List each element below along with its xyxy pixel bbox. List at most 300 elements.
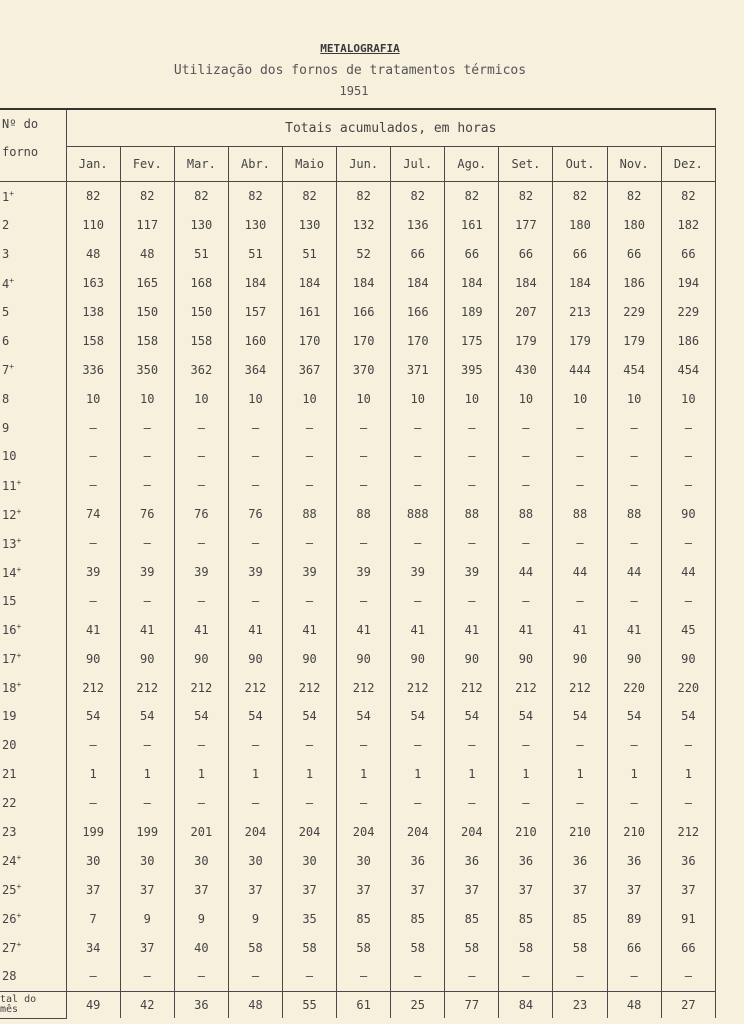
hours-cell: 90 [120,644,174,673]
hours-cell: — [607,962,661,991]
hours-cell: 184 [553,269,607,298]
hours-cell: 36 [391,846,445,875]
hours-cell: 90 [66,644,120,673]
hours-cell: 54 [499,702,553,731]
hours-cell: 39 [337,558,391,587]
hours-cell: 210 [499,818,553,847]
total-cell: 77 [445,991,499,1018]
hours-cell: 1 [228,760,282,789]
hours-cell: 88 [553,500,607,529]
hours-cell: 41 [283,615,337,644]
hours-cell: 39 [445,558,499,587]
hours-cell: — [66,413,120,442]
hours-cell: 186 [661,326,715,355]
hours-cell: 166 [337,298,391,327]
hours-cell: 54 [553,702,607,731]
hours-cell: 51 [228,240,282,269]
furnace-number-text: 22 [2,796,17,811]
hours-cell: 199 [66,818,120,847]
table-row [0,326,716,355]
hours-cell: 58 [499,933,553,962]
hours-cell: 85 [445,904,499,933]
hours-cell: 37 [553,875,607,904]
hours-cell: — [120,413,174,442]
hours-cell: — [337,789,391,818]
hours-cell: 229 [661,298,715,327]
table-row [0,558,716,587]
hours-cell: 184 [445,269,499,298]
hours-cell: — [174,789,228,818]
hours-cell: — [391,731,445,760]
hours-cell: 10 [283,384,337,413]
hours-cell: 30 [337,846,391,875]
hours-cell: 41 [174,615,228,644]
hours-cell: 41 [499,615,553,644]
month-header: Jun. [337,147,391,182]
hours-cell: 76 [174,500,228,529]
furnace-number-text: 11 [2,478,17,493]
furnace-number-text: 26 [2,912,17,927]
hours-cell: — [120,442,174,471]
hours-cell: 210 [607,818,661,847]
furnace-mark: + [16,651,22,661]
hours-cell: — [661,413,715,442]
table-row [0,702,716,731]
hours-cell: 54 [66,702,120,731]
hours-cell: — [66,471,120,500]
hours-cell: — [553,413,607,442]
hours-cell: 82 [120,182,174,211]
hours-cell: — [661,471,715,500]
hours-cell: 10 [445,384,499,413]
hours-cell: — [228,789,282,818]
hours-cell: — [607,442,661,471]
hours-cell: 51 [174,240,228,269]
month-header: Dez. [661,147,715,182]
table-row [0,962,716,991]
hours-cell: — [337,731,391,760]
table-row [0,875,716,904]
table-row [0,846,716,875]
hours-cell: — [337,442,391,471]
document-title: METALOGRAFIA [320,42,400,55]
hours-cell: 91 [661,904,715,933]
furnace-number [0,211,66,240]
hours-cell: 138 [66,298,120,327]
month-header: Maio [283,147,337,182]
furnace-number [0,529,66,558]
hours-cell: 54 [337,702,391,731]
hours-cell: — [174,471,228,500]
furnace-number-text: 17 [2,652,17,667]
table-row [0,413,716,442]
hours-cell: 54 [445,702,499,731]
hours-cell: 58 [445,933,499,962]
furnace-number-text: 3 [2,247,10,262]
hours-cell: 41 [445,615,499,644]
hours-cell: 48 [120,240,174,269]
furnace-number [0,933,66,962]
hours-cell: 41 [553,615,607,644]
hours-cell: — [337,962,391,991]
total-label [0,991,66,1018]
hours-cell: 204 [391,818,445,847]
hours-cell: 336 [66,355,120,384]
table-row [0,644,716,673]
hours-cell: — [120,962,174,991]
furnace-number-text: 9 [2,420,10,435]
hours-cell: 9 [228,904,282,933]
hours-cell: 82 [66,182,120,211]
table-row [0,818,716,847]
hours-cell: 210 [553,818,607,847]
furnace-mark: + [16,535,22,545]
hours-cell: 130 [174,211,228,240]
table-row [0,500,716,529]
hours-cell: 88 [283,500,337,529]
furnace-number [0,818,66,847]
table-row [0,298,716,327]
hours-cell: 204 [228,818,282,847]
furnace-number-text: 16 [2,623,17,638]
hours-cell: 90 [337,644,391,673]
hours-cell: 58 [391,933,445,962]
hours-cell: — [499,471,553,500]
hours-cell: 90 [228,644,282,673]
hours-cell: 184 [283,269,337,298]
furnace-number [0,586,66,615]
furnace-number [0,240,66,269]
hours-cell: 66 [607,933,661,962]
hours-cell: 39 [66,558,120,587]
furnace-number-text: 23 [2,825,17,840]
hours-cell: 10 [391,384,445,413]
hours-cell: — [553,442,607,471]
furnace-mark: + [9,362,15,372]
month-header: Mar. [174,147,228,182]
furnace-number [0,644,66,673]
hours-cell: 150 [120,298,174,327]
hours-cell: — [499,586,553,615]
total-row [0,991,716,1018]
hours-cell: 39 [228,558,282,587]
hours-cell: — [661,789,715,818]
total-cell: 84 [499,991,553,1018]
furnace-mark: + [16,477,22,487]
hours-cell: — [499,529,553,558]
hours-cell: 212 [553,673,607,702]
hours-cell: 364 [228,355,282,384]
hours-cell: 179 [553,326,607,355]
table-row [0,211,716,240]
hours-cell: — [174,442,228,471]
hours-cell: 7 [66,904,120,933]
hours-cell: — [283,442,337,471]
hours-cell: 35 [283,904,337,933]
hours-cell: 184 [391,269,445,298]
furnace-number [0,355,66,384]
hours-cell: 130 [283,211,337,240]
hours-cell: 9 [120,904,174,933]
hours-cell: — [66,586,120,615]
hours-cell: 41 [120,615,174,644]
hours-cell: — [283,731,337,760]
document-year: 1951 [339,84,369,98]
hours-cell: 34 [66,933,120,962]
furnace-number [0,962,66,991]
hours-cell: 1 [120,760,174,789]
hours-cell: 58 [337,933,391,962]
hours-cell: — [445,789,499,818]
hours-cell: 189 [445,298,499,327]
hours-cell: — [66,529,120,558]
furnace-number-text: 5 [2,305,10,319]
hours-cell: 37 [228,875,282,904]
hours-cell: 58 [553,933,607,962]
hours-cell: — [553,586,607,615]
hours-cell: — [120,471,174,500]
hours-cell: — [499,789,553,818]
hours-cell: 44 [607,558,661,587]
hours-cell: 179 [607,326,661,355]
hours-cell: 66 [445,240,499,269]
furnace-number-text: 25 [2,883,17,898]
hours-cell: — [228,586,282,615]
hours-cell: 88 [499,500,553,529]
furnace-number-text: 8 [2,391,10,406]
hours-cell: 362 [174,355,228,384]
hours-cell: 85 [391,904,445,933]
hours-cell: 370 [337,355,391,384]
hours-cell: 74 [66,500,120,529]
hours-cell: 212 [337,673,391,702]
hours-cell: 9 [174,904,228,933]
table-row [0,933,716,962]
hours-cell: 1 [174,760,228,789]
hours-cell: — [499,413,553,442]
furnace-mark: + [16,853,22,863]
hours-cell: — [445,529,499,558]
furnace-number-text: 6 [2,333,10,348]
hours-cell: 160 [228,326,282,355]
hours-cell: — [553,731,607,760]
hours-cell: — [66,962,120,991]
hours-cell: 88 [445,500,499,529]
hours-cell: — [661,442,715,471]
hours-cell: 54 [283,702,337,731]
hours-cell: 158 [174,326,228,355]
total-label-line2: mês [0,1003,19,1015]
furnace-mark: + [16,564,22,574]
hours-cell: — [499,442,553,471]
total-cell: 25 [391,991,445,1018]
hours-cell: 82 [228,182,282,211]
hours-cell: 1 [337,760,391,789]
hours-cell: 212 [228,673,282,702]
hours-cell: 40 [174,933,228,962]
table-row [0,731,716,760]
hours-cell: 212 [283,673,337,702]
hours-cell: 82 [337,182,391,211]
table-row [0,471,716,500]
hours-cell: — [661,529,715,558]
hours-cell: 37 [337,875,391,904]
hours-cell: 177 [499,211,553,240]
hours-cell: 132 [337,211,391,240]
hours-cell: 82 [174,182,228,211]
hours-cell: 85 [337,904,391,933]
total-cell: 48 [228,991,282,1018]
month-header: Set. [499,147,553,182]
hours-cell: 1 [283,760,337,789]
hours-cell: 76 [120,500,174,529]
hours-cell: 90 [174,644,228,673]
hours-cell: 82 [553,182,607,211]
month-header: Ago. [445,147,499,182]
table-row [0,442,716,471]
hours-cell: — [391,962,445,991]
hours-cell: 371 [391,355,445,384]
hours-cell: — [445,731,499,760]
hours-cell: 66 [499,240,553,269]
furnace-number-text: 12 [2,507,17,522]
header-forno: Nº do forno [0,109,66,182]
hours-cell: 36 [445,846,499,875]
hours-cell: — [607,413,661,442]
hours-cell: — [553,789,607,818]
furnace-number [0,615,66,644]
table-row [0,355,716,384]
hours-cell: 184 [228,269,282,298]
hours-cell: 58 [283,933,337,962]
hours-cell: 180 [607,211,661,240]
month-header: Fev. [120,147,174,182]
hours-cell: 184 [499,269,553,298]
hours-cell: 41 [391,615,445,644]
hours-cell: 1 [445,760,499,789]
furnace-number-text: 28 [2,969,17,984]
hours-cell: 90 [445,644,499,673]
furnace-number-text: 1 [2,189,10,204]
month-header: Abr. [228,147,282,182]
hours-cell: — [120,789,174,818]
hours-cell: — [228,442,282,471]
hours-cell: — [174,413,228,442]
hours-cell: — [391,471,445,500]
month-header-row [0,147,716,182]
hours-cell: 45 [661,615,715,644]
hours-cell: 82 [499,182,553,211]
furnace-number [0,384,66,413]
furnace-number-text: 10 [2,449,17,464]
furnace-number [0,182,66,211]
hours-cell: 36 [607,846,661,875]
hours-cell: 367 [283,355,337,384]
hours-cell: 180 [553,211,607,240]
hours-cell: — [553,529,607,558]
hours-cell: — [391,442,445,471]
total-cell: 23 [553,991,607,1018]
furnace-number-text: 27 [2,941,17,956]
furnace-number [0,500,66,529]
hours-cell: 212 [66,673,120,702]
furnace-number-text: 2 [2,218,10,233]
furnace-number [0,413,66,442]
hours-cell: 44 [661,558,715,587]
hours-cell: — [283,413,337,442]
hours-cell: 36 [661,846,715,875]
hours-cell: 166 [391,298,445,327]
hours-cell: 66 [661,933,715,962]
hours-cell: 207 [499,298,553,327]
hours-cell: 212 [661,818,715,847]
hours-cell: 30 [120,846,174,875]
hours-cell: — [391,789,445,818]
hours-cell: 90 [661,644,715,673]
hours-cell: — [174,529,228,558]
hours-cell: 1 [607,760,661,789]
hours-cell: 199 [120,818,174,847]
month-header: Nov. [607,147,661,182]
hours-cell: 168 [174,269,228,298]
hours-cell: — [661,731,715,760]
hours-cell: 212 [499,673,553,702]
hours-cell: 37 [283,875,337,904]
header-totais: Totais acumulados, em horas [66,109,715,147]
total-cell: 49 [66,991,120,1018]
furnace-number [0,875,66,904]
hours-cell: — [553,962,607,991]
hours-cell: — [661,962,715,991]
hours-cell: 41 [337,615,391,644]
hours-cell: — [120,529,174,558]
hours-cell: 194 [661,269,715,298]
furnace-mark: + [16,506,22,516]
hours-cell: 158 [120,326,174,355]
hours-cell: — [228,962,282,991]
hours-cell: 182 [661,211,715,240]
table-row [0,586,716,615]
hours-cell: — [283,789,337,818]
hours-cell: 220 [607,673,661,702]
hours-cell: — [174,731,228,760]
furnace-number [0,904,66,933]
hours-cell: — [445,442,499,471]
hours-cell: — [607,471,661,500]
hours-cell: 82 [283,182,337,211]
hours-cell: — [283,529,337,558]
hours-cell: — [445,962,499,991]
table-row [0,384,716,413]
hours-cell: 37 [607,875,661,904]
hours-cell: — [337,529,391,558]
hours-cell: 212 [120,673,174,702]
furnace-number-text: 7 [2,363,10,378]
hours-cell: 130 [228,211,282,240]
total-cell: 27 [661,991,715,1018]
hours-cell: — [607,529,661,558]
table-row [0,673,716,702]
hours-cell: 10 [607,384,661,413]
hours-cell: 165 [120,269,174,298]
hours-cell: 163 [66,269,120,298]
hours-cell: 44 [499,558,553,587]
hours-cell: — [607,731,661,760]
hours-cell: 90 [391,644,445,673]
furnace-mark: + [16,940,22,950]
hours-cell: 395 [445,355,499,384]
hours-cell: 454 [607,355,661,384]
